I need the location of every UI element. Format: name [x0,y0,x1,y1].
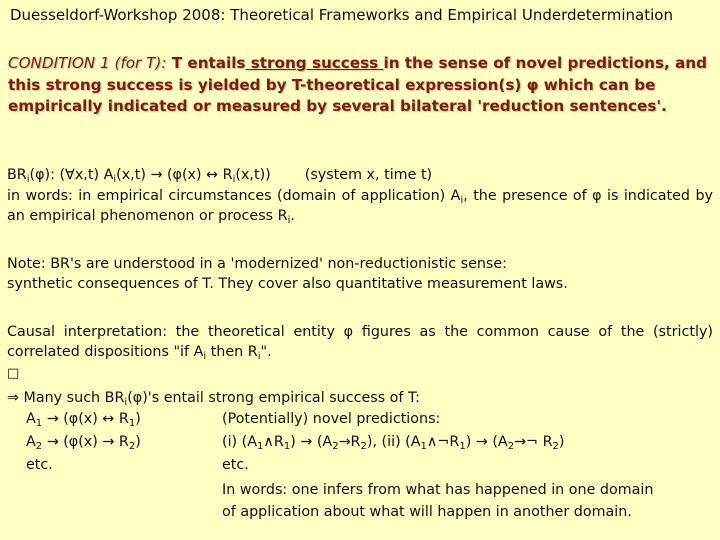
formula-part: ) [135,411,141,427]
formula-part: (i) (A [222,434,258,450]
causal-part: then R [206,343,258,360]
subscript: 2 [507,441,515,452]
condition-text-1: T entails [166,54,246,72]
words-part: , the presence of φ is indicated by an empirical phenomenon or process R [7,188,713,224]
in-words-line-2: of application about what will happen in another domain. [222,504,632,520]
note-line: synthetic consequences of T. They cover also quantitative measurement laws. [7,275,568,292]
subscript: 1 [35,418,43,429]
formula-part: ) → (A [290,434,333,450]
subscript: i [124,397,128,408]
condition-text-2: in the sense of novel predictions, and this strong success is yielded by T-theoretical expression(s) φ which can be empirically indicated or measured by several bilateral 'reduction sentences'. [8,54,707,115]
subscript: 2 [128,441,136,452]
words-part: . [290,207,295,224]
novel-predictions-heading: (Potentially) novel predictions: [222,411,441,427]
formula-note: (system x, time t) [304,167,433,183]
formula-part: (φ): (∀x,t) A [29,167,114,183]
condition-paragraph [8,53,712,118]
formula-part: →¬ R [514,434,553,450]
row2-formula [26,433,141,453]
formula-part: (x,t)) [235,167,271,183]
subscript: 2 [360,441,367,452]
subscript: i [232,174,236,185]
condition-underlined: strong success [245,54,384,72]
in-words-line-1: In words: one infers from what has happened in one domain [222,482,654,498]
row1-formula [26,410,141,430]
formula-part: ), (ii) (A [366,434,421,450]
formula-part: ∧R [263,434,284,450]
subscript: 2 [332,441,339,452]
etc-right: etc. [222,457,249,473]
many-part: (φ)'s entail strong empirical success of T: [127,390,420,406]
subscript: i [287,214,291,226]
subscript: 1 [283,441,291,452]
formula-part: → (φ(x) → R [42,434,129,450]
subscript: 1 [420,441,427,452]
reduction-sentence-formula [7,166,713,186]
formula-part: ) [135,434,141,450]
subscript: i [26,174,30,185]
formula-part: (x,t) → (φ(x) ↔ R [116,167,233,183]
formula-part: ) → (A [465,434,508,450]
formula-part: →R [338,434,361,450]
formula-part: A [26,434,36,450]
subscript: 1 [128,418,136,429]
subscript: 1 [459,441,466,452]
etc-left: etc. [26,457,53,473]
many-part: ⇒ Many such BR [7,390,125,406]
formula-part: ) [558,434,565,450]
causal-part: ". [260,343,272,360]
subscript: i [203,350,207,362]
causal-interpretation [7,323,713,362]
formula-part: A [26,411,36,427]
slide-title: Duesseldorf-Workshop 2008: Theoretical Frameworks and Empirical Underdetermination [10,6,673,24]
formula-in-words [7,187,713,226]
many-br-line [7,389,420,409]
formula-part: ∧¬R [426,434,460,450]
condition-lead: CONDITION 1 (for T): [8,54,167,72]
subscript: i [257,350,261,362]
prediction-formulas [222,433,564,453]
causal-part: Causal interpretation: the theoretical entity φ figures as the common cause of the (strictly) correlated dispositions "if A [7,324,713,360]
note-paragraph [7,255,713,294]
subscript: 1 [257,441,264,452]
subscript: i [113,174,117,185]
subscript: 2 [552,441,559,452]
box-marker: □ [7,366,20,381]
note-line: Note: BR's are understood in a 'modernized' non-reductionistic sense: [7,256,507,272]
subscript: i [460,195,464,206]
br-prefix: BR [7,167,27,183]
subscript: 2 [35,441,43,452]
words-part: in words: in empirical circumstances (domain of application) A [7,188,461,204]
formula-part: → (φ(x) ↔ R [42,411,129,427]
